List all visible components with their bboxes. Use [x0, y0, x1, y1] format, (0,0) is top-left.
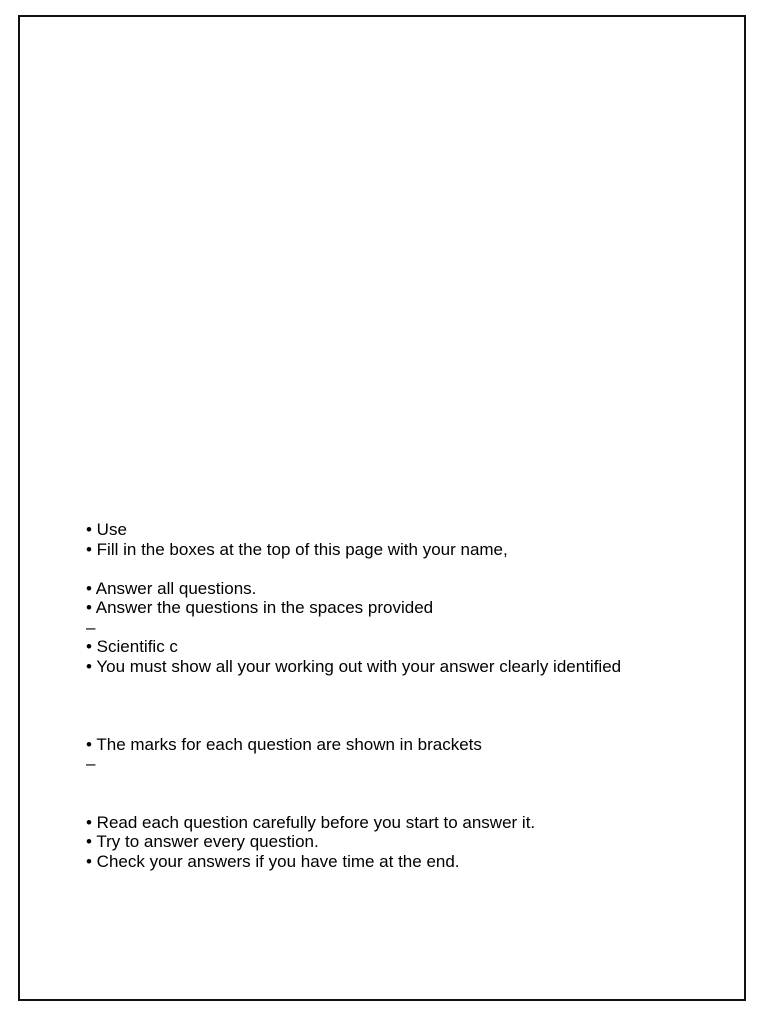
instructions-block [86, 520, 706, 871]
instruction-dash: – [86, 617, 96, 637]
spacer [86, 559, 706, 579]
instruction-answer-all: • Answer all questions. [86, 578, 257, 598]
spacer [86, 676, 706, 696]
advice-try-every: • Try to answer every question. [86, 832, 319, 851]
spacer [86, 793, 706, 813]
spacer [86, 715, 706, 735]
instruction-use: • Use [86, 520, 127, 539]
instruction-dash: – [86, 754, 96, 773]
instruction-spaces-provided: • Answer the questions in the spaces provided [86, 598, 434, 617]
spacer [86, 774, 706, 794]
instruction-show-working: • You must show all your working out with your answer clearly identified [86, 656, 622, 676]
instruction-scientific: • Scientific c [86, 637, 178, 656]
advice-check-answers: • Check your answers if you have time at the end. [86, 851, 460, 871]
instruction-fill-boxes: • Fill in the boxes at the top of this page with your name, [86, 539, 508, 559]
advice-read-carefully: • Read each question carefully before you start to answer it. [86, 812, 536, 832]
instruction-marks: • The marks for each question are shown in brackets [86, 734, 482, 754]
spacer [86, 696, 706, 716]
